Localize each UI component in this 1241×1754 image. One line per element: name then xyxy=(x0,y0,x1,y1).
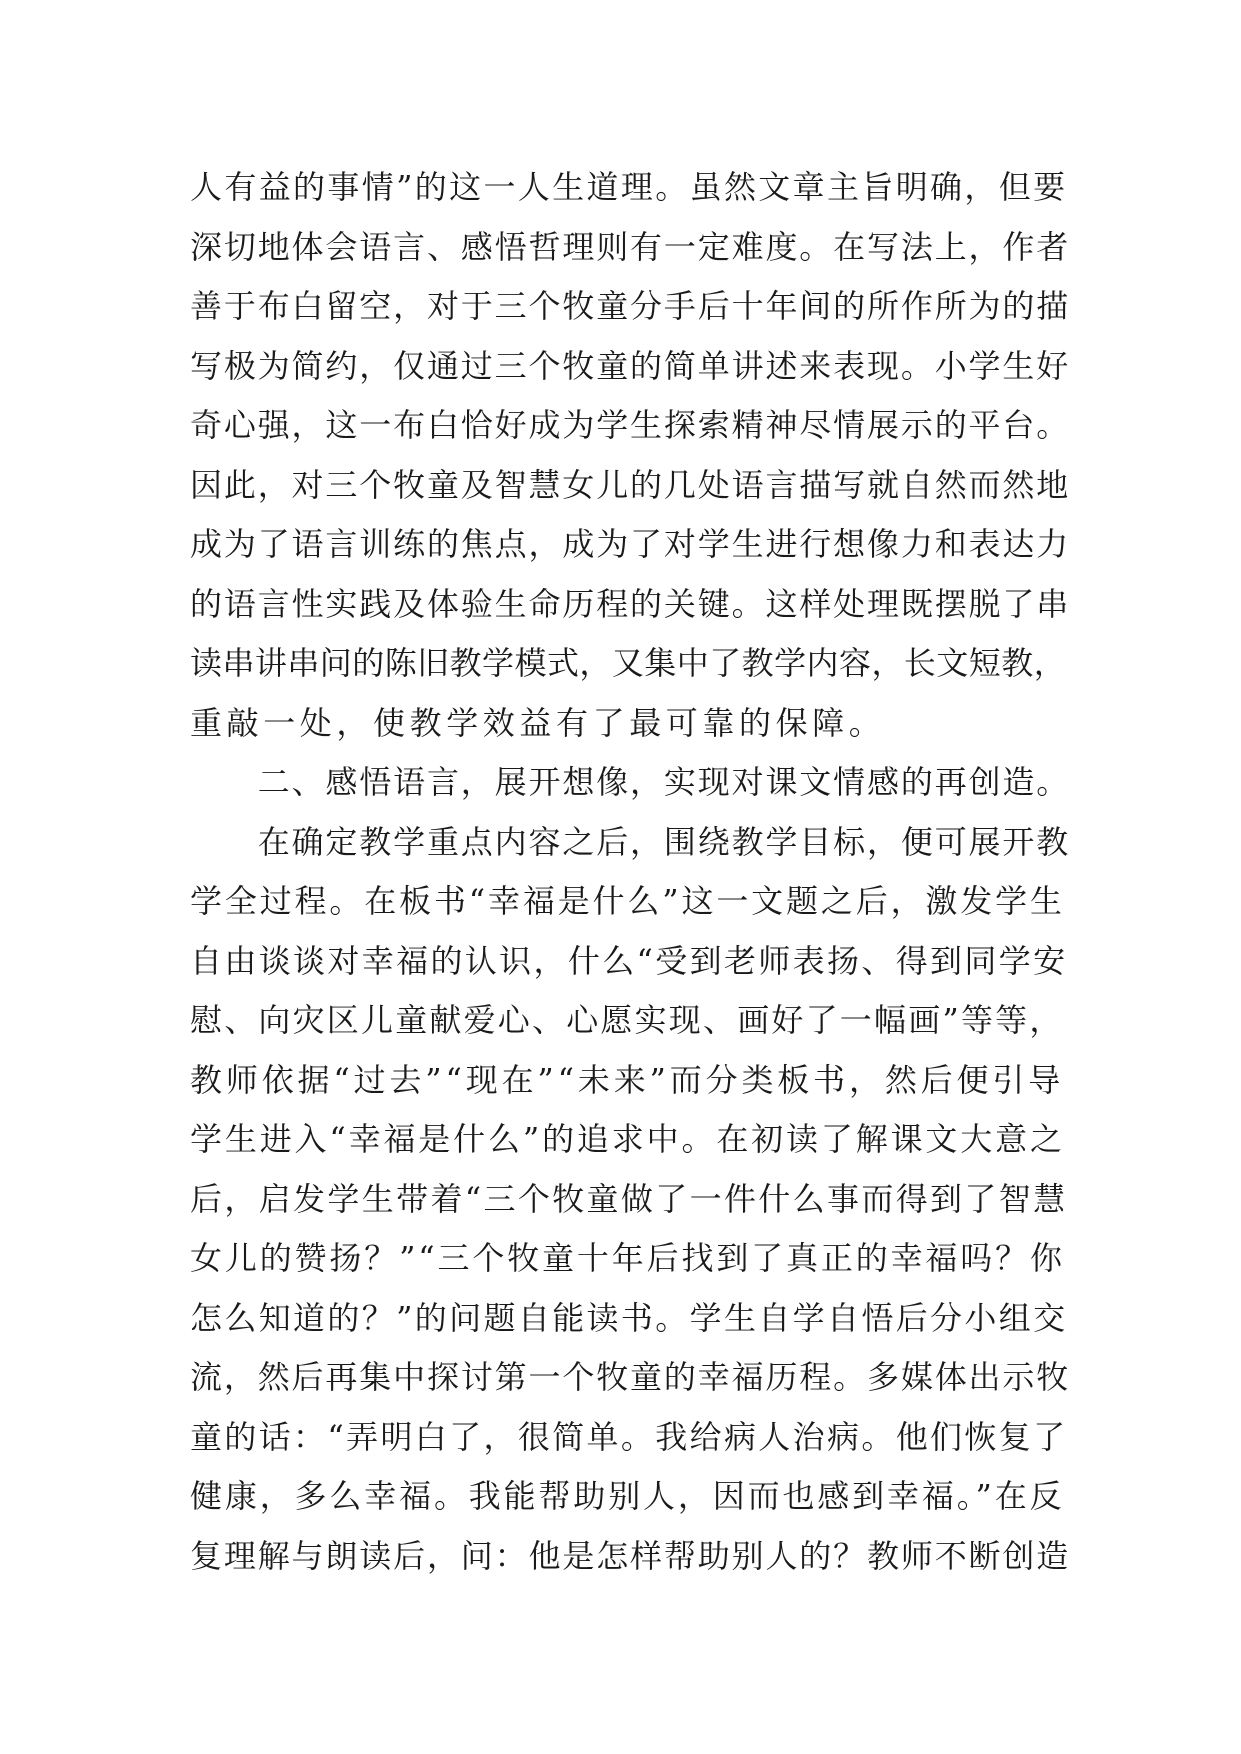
text-line: 后，启发学生带着“三个牧童做了一件什么事而得到了智慧 xyxy=(190,1179,1068,1218)
text-line: 善于布白留空，对于三个牧童分手后十年间的所作所为的描 xyxy=(190,287,1071,325)
text-line: 人有益的事情”的这一人生道理。虽然文章主旨明确，但要 xyxy=(190,168,1068,206)
section-heading: 二、感悟语言，展开想像，实现对课文情感的再创造。 xyxy=(190,763,1071,801)
text-line: 童的话：“弄明白了，很简单。我给病人治病。他们恢复了 xyxy=(190,1417,1068,1456)
text-line: 怎么知道的？”的问题自能读书。学生自学自悟后分小组交 xyxy=(190,1298,1068,1337)
text-line: 慰、向灾区儿童献爱心、心愿实现、画好了一幅画”等等， xyxy=(190,1001,1064,1039)
text-line: 流，然后再集中探讨第一个牧童的幸福历程。多媒体出示牧 xyxy=(190,1358,1071,1396)
text-line: 学生进入“幸福是什么”的追求中。在初读了解课文大意之 xyxy=(190,1120,1065,1158)
text-line: 深切地体会语言、感悟哲理则有一定难度。在写法上，作者 xyxy=(190,227,1071,266)
body-text xyxy=(190,158,1070,1586)
text-line: 健康，多么幸福。我能帮助别人，因而也感到幸福。”在反 xyxy=(190,1477,1065,1515)
text-line: 复理解与朗读后，问：他是怎样帮助别人的？教师不断创造 xyxy=(190,1536,1071,1575)
text-line: 在确定教学重点内容之后，围绕教学目标，便可展开教 xyxy=(190,822,1071,861)
text-line: 成为了语言训练的焦点，成为了对学生进行想像力和表达力 xyxy=(190,525,1071,563)
text-line: 重敲一处，使教学效益有了最可靠的保障。 xyxy=(190,703,886,742)
text-line: 女儿的赞扬？”“三个牧童十年后找到了真正的幸福吗？你 xyxy=(190,1239,1065,1277)
text-line: 奇心强，这一布白恰好成为学生探索精神尽情展示的平台。 xyxy=(190,406,1071,444)
text-line: 因此，对三个牧童及智慧女儿的几处语言描写就自然而然地 xyxy=(190,465,1071,504)
text-line: 学全过程。在板书“幸福是什么”这一文题之后，激发学生 xyxy=(190,882,1065,920)
text-line: 自由谈谈对幸福的认识，什么“受到老师表扬、得到同学安 xyxy=(190,941,1068,980)
text-line: 写极为简约，仅通过三个牧童的简单讲述来表现。小学生好 xyxy=(190,346,1071,385)
text-line: 的语言性实践及体验生命历程的关键。这样处理既摆脱了串 xyxy=(190,584,1071,623)
text-line: 教师依据“过去”“现在”“未来”而分类板书，然后便引导 xyxy=(190,1060,1065,1099)
text-line: 读串讲串问的陈旧教学模式，又集中了教学内容，长文短教， xyxy=(190,644,1067,682)
